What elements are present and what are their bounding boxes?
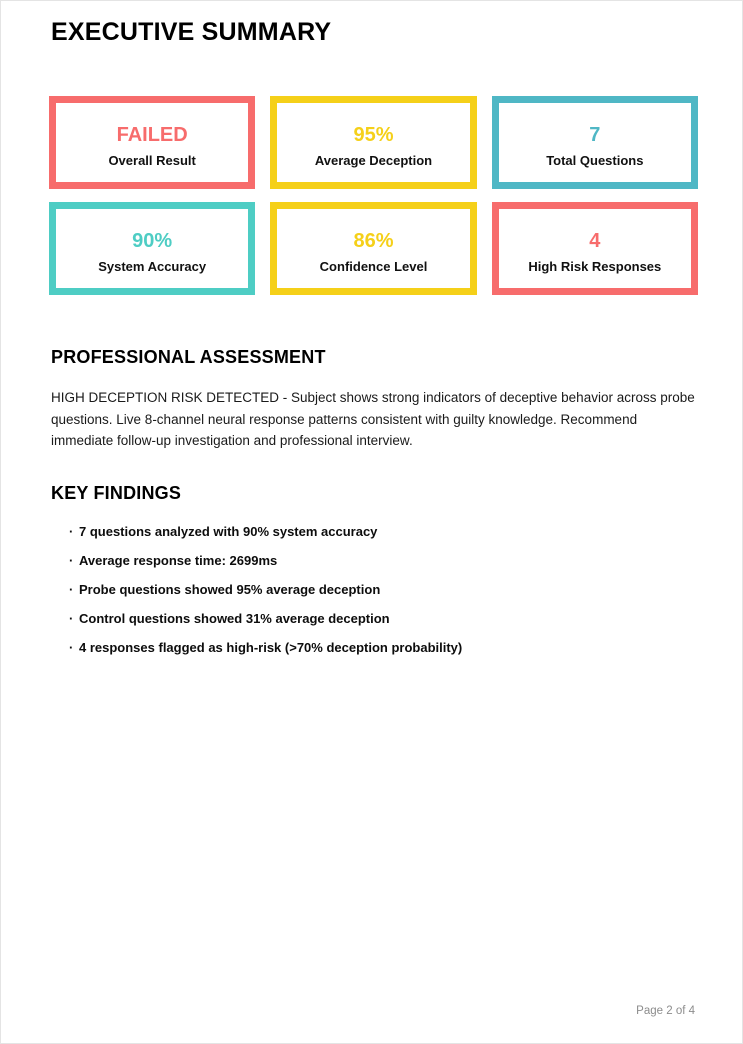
bullet-dot: · xyxy=(69,611,74,626)
page-number: Page 2 of 4 xyxy=(636,1005,695,1017)
stat-card-value: 4 xyxy=(589,229,601,252)
stat-card-value: 95% xyxy=(353,123,394,146)
stat-card-value: FAILED xyxy=(116,123,188,146)
key-findings-heading: KEY FINDINGS xyxy=(51,483,182,503)
professional-assessment-heading: PROFESSIONAL ASSESSMENT xyxy=(51,347,326,367)
key-finding-item xyxy=(51,552,691,570)
page-title: EXECUTIVE SUMMARY xyxy=(51,18,332,46)
key-finding-text: Probe questions showed 95% average deception xyxy=(79,582,381,597)
stat-card-label: Overall Result xyxy=(108,152,196,168)
key-findings-list xyxy=(51,523,691,668)
stat-card xyxy=(270,96,476,189)
key-finding-text: Average response time: 2699ms xyxy=(79,553,278,568)
stat-card xyxy=(49,202,255,295)
bullet-dot: · xyxy=(69,553,74,568)
key-finding-item xyxy=(51,581,691,599)
key-finding-item xyxy=(51,639,691,657)
stat-card xyxy=(49,96,255,189)
key-finding-text: 4 responses flagged as high-risk (>70% deception probability) xyxy=(79,640,463,655)
professional-assessment-text: HIGH DECEPTION RISK DETECTED - Subject shows strong indicators of deceptive behavior across probe questions. Live 8-channel neural response patterns consistent with guilty knowledge. Recommend immediate follow-up investigation and professional interview. xyxy=(51,390,695,448)
stat-card-label: Confidence Level xyxy=(319,258,428,274)
stat-card xyxy=(270,202,476,295)
bullet-dot: · xyxy=(69,524,74,539)
key-finding-text: Control questions showed 31% average deception xyxy=(79,611,390,626)
stat-card xyxy=(492,96,698,189)
stats-grid xyxy=(49,96,698,295)
stat-card-value: 90% xyxy=(132,229,173,252)
stat-card-label: High Risk Responses xyxy=(528,258,662,274)
stat-card-value: 86% xyxy=(353,229,394,252)
stat-card-value: 7 xyxy=(589,123,601,146)
key-finding-item xyxy=(51,523,691,541)
stat-card-label: Average Deception xyxy=(314,152,433,168)
bullet-dot: · xyxy=(69,582,74,597)
key-finding-item xyxy=(51,610,691,628)
stat-card-label: System Accuracy xyxy=(98,258,207,274)
stat-card-label: Total Questions xyxy=(546,152,644,168)
stat-card xyxy=(492,202,698,295)
bullet-dot: · xyxy=(69,640,74,655)
key-finding-text: 7 questions analyzed with 90% system accuracy xyxy=(79,524,378,539)
